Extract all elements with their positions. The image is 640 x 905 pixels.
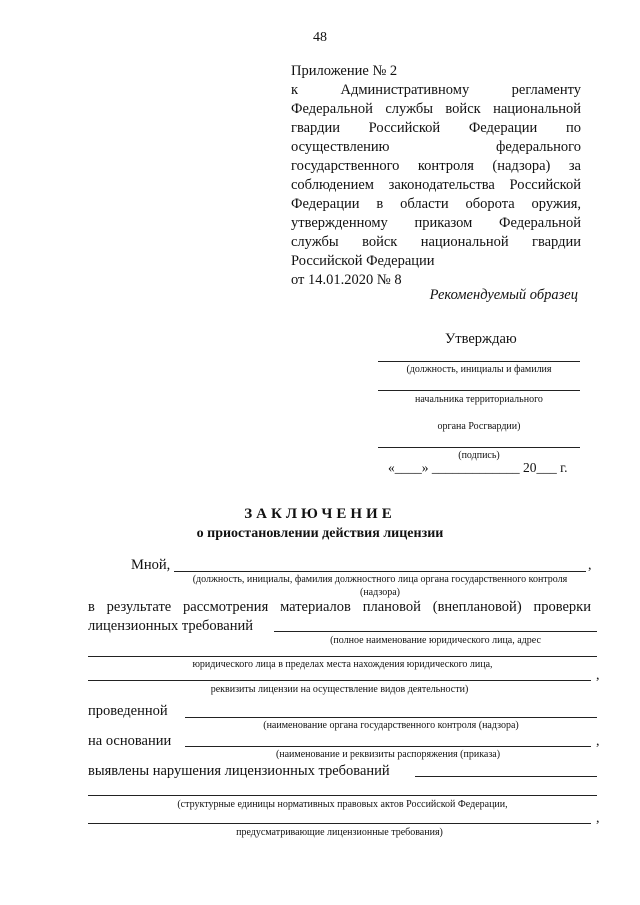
address-fill-line [88, 656, 597, 657]
approval-line [378, 390, 580, 391]
appendix-line: Российской Федерации [291, 253, 435, 269]
license-requirements-label: лицензионных требований [88, 618, 254, 634]
comma: , [596, 811, 600, 826]
signature-line [378, 447, 580, 448]
appendix-line: от 14.01.2020 № 8 [291, 272, 402, 288]
page-number: 48 [313, 30, 327, 45]
appendix-line: утвержденному приказом Федеральной [291, 215, 581, 231]
appendix-line: гвардии Российской Федерации по [291, 120, 581, 136]
recommended-sample: Рекомендуемый образец [429, 287, 578, 303]
violations-label: выявлены нарушения лицензионных требований [88, 763, 390, 779]
requirements-fill-line [88, 823, 591, 824]
by-me-label: Мной, [131, 557, 171, 573]
approve-heading: Утверждаю [445, 331, 517, 347]
acts-fill-line [88, 795, 597, 796]
appendix-line: соблюдением законодательства Российской [291, 177, 581, 193]
license-fill-line [88, 680, 591, 681]
supervision-caption: (надзора) [360, 587, 400, 598]
license-caption: реквизиты лицензии на осуществление видов деятельности) [210, 684, 469, 695]
comma: , [596, 668, 600, 683]
document-subtitle: о приостановлении действия лицензии [196, 526, 444, 541]
violations-fill-line [415, 776, 597, 777]
signature-caption: (подпись) [458, 450, 500, 461]
appendix-line: службы войск национальной гвардии [291, 234, 581, 250]
address-caption: юридического лица в пределах места нахождения юридического лица, [192, 659, 493, 670]
approval-caption: (должность, инициалы и фамилия [406, 364, 552, 375]
document-title: ЗАКЛЮЧЕНИЕ [244, 506, 396, 522]
approval-caption: начальника территориального [415, 394, 543, 405]
official-caption: (должность, инициалы, фамилия должностного лица органа государственного контроля [192, 574, 568, 585]
comma: , [588, 558, 592, 573]
approval-caption: органа Росгвардии) [437, 421, 521, 432]
conducted-label: проведенной [88, 703, 168, 719]
appendix-line: Федерации в области оборота оружия, [291, 196, 581, 212]
legal-entity-fill-line [274, 631, 597, 632]
authority-fill-line [185, 717, 597, 718]
order-caption: (наименование и реквизиты распоряжения (приказа) [275, 749, 501, 760]
appendix-line: государственного контроля (надзора) за [291, 158, 581, 174]
basis-label: на основании [88, 733, 172, 749]
appendix-block [291, 62, 581, 290]
review-line: в результате рассмотрения материалов плановой (внеплановой) проверки [88, 599, 591, 615]
acts-caption: (структурные единицы нормативных правовых актов Российской Федерации, [177, 799, 508, 810]
appendix-line: к Административному регламенту [291, 82, 581, 98]
authority-caption: (наименование органа государственного контроля (надзора) [263, 720, 519, 731]
comma: , [596, 734, 600, 749]
approval-line [378, 361, 580, 362]
appendix-line: осуществлению федерального [291, 139, 581, 155]
requirements-caption: предусматривающие лицензионные требования) [236, 827, 443, 838]
order-fill-line [185, 746, 591, 747]
appendix-line: Федеральной службы войск национальной [291, 101, 581, 117]
official-fill-line [174, 571, 586, 572]
appendix-line: Приложение № 2 [291, 63, 398, 79]
legal-entity-caption: (полное наименование юридического лица, адрес [330, 635, 541, 646]
date-line: «____» _____________ 20___ г. [388, 460, 568, 475]
